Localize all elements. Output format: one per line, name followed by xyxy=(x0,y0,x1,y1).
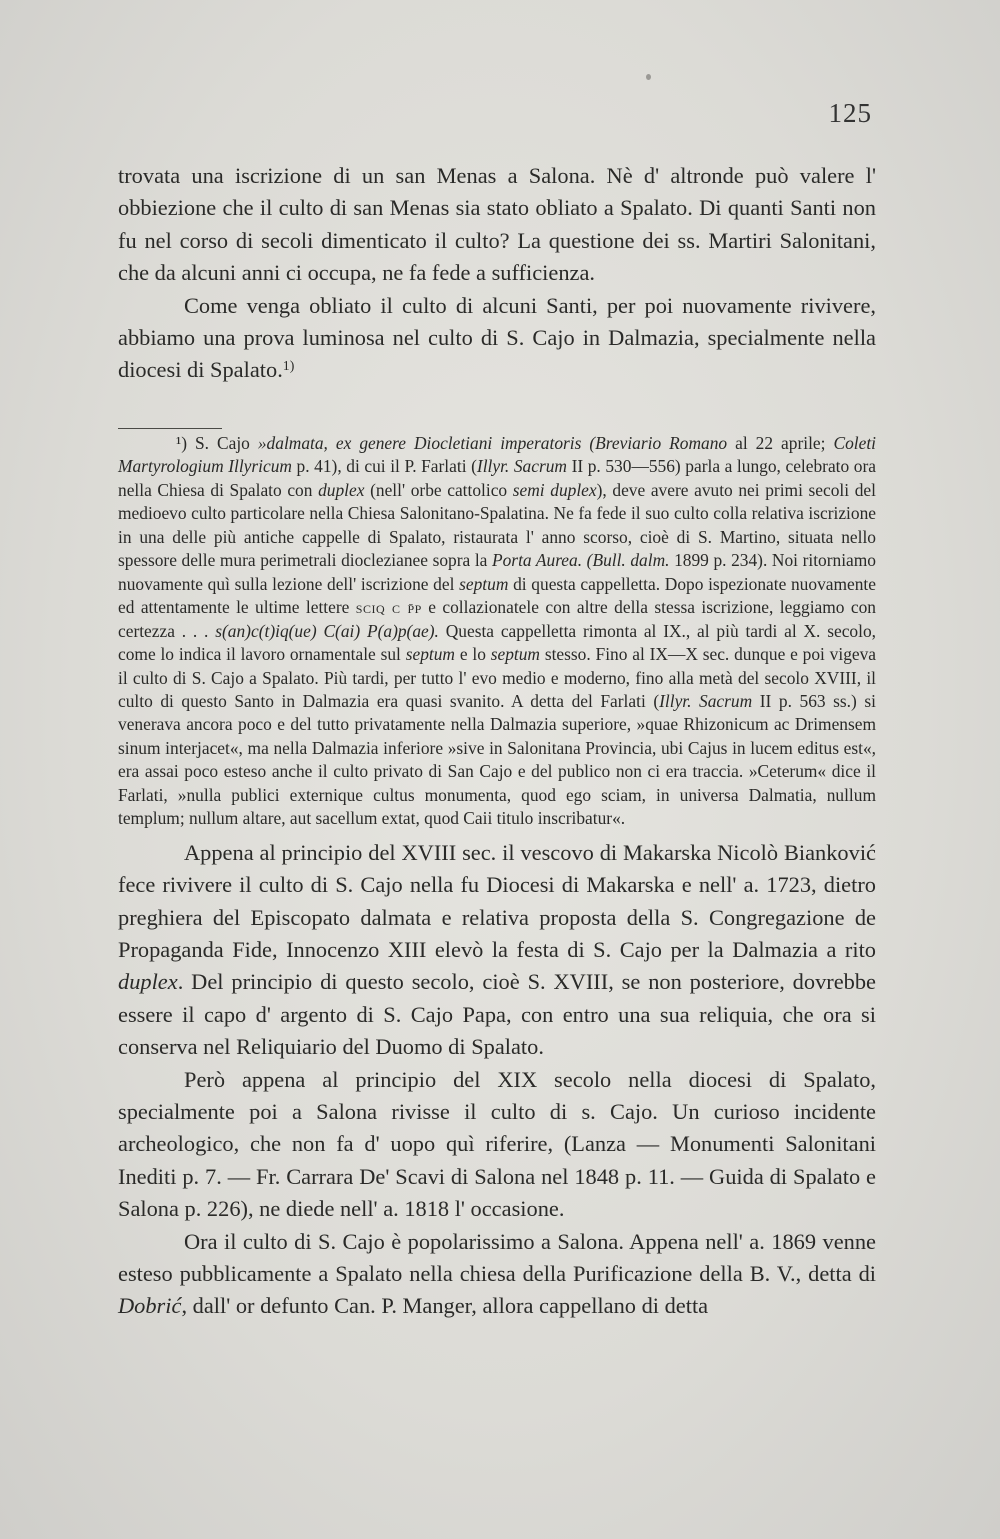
page-number: 125 xyxy=(828,98,872,128)
footnote-1: ¹) S. Cajo »dalmata, ex genere Diocletiani imperatoris (Breviario Romano al 22 aprile; Coleti Martyrologium Illyricum p. 41), di cui il P. Farlati (Illyr. Sacrum II p. 530—556) parla a lungo, celebrato ora nella Chiesa di Spalato con duplex (nell' orbe cattolico semi duplex), deve avere avuto nei primi secoli del medioevo culto particolare nella Chiesa Salonitano-Spalatina. Ne fa fede il suo culto colla relativa iscrizione in una delle più antiche cappelle di Spalato, ristaurata l' anno scorso, cioè di S. Martino, situata nello spessore delle mura perimetrali dioclezianee sopra la Porta Aurea. (Bull. dalm. 1899 p. 234). Noi ritorniamo nuovamente quì sulla lezione dell' iscrizione del septum di questa cappelletta. Dopo ispezionate nuovamente ed attentamente le ultime lettere sciq c p̄p e collazionatele con altre della stessa iscrizione, leggiamo con certezza . . . s(an)c(t)iq(ue) C(ai) P(a)p(ae). Questa cappelletta rimonta al IX., al più tardi al X. secolo, come lo indica il lavoro ornamentale sul septum e lo septum stesso. Fino al IX—X sec. dunque e poi vigeva il culto di S. Cajo a Spalato. Più tardi, per tutto l' evo medio e moderno, fino alla metà del secolo XVIII, il culto di questo Santo in Dalmazia era quasi svanito. A detta del Farlati (Illyr. Sacrum II p. 563 ss.) si venerava ancora poco e del tutto privatamente nella Dalmazia superiore, »quae Rhizonicum ac Drimensem sinum interjacet«, ma nella Dalmazia inferiore »sive in Salonitana Provincia, ubi Cajus in lucem editus est«, era assai poco esteso anche il culto privato di San Cajo e del publico non ci era traccia. »Ceterum« dice il Farlati, »nulla publici externique cultus monumenta, quod ego sciam, in universa Dalmatia, nullum templum; nullum altare, aut sacellum extat, quod Caii titulo inscribatur«. xyxy=(118,433,877,829)
paragraph-5: Ora il culto di S. Cajo è popolarissimo a Salona. Appena nell' a. 1869 venne esteso pubblicamente a Spalato nella chiesa della Purificazione della B. V., detta di Dobrić, dall' or defunto Can. P. Manger, allora cappellano di detta xyxy=(118,1228,876,1319)
paragraph-2 xyxy=(118,290,876,387)
paragraph-4: Però appena al principio del XIX secolo nella diocesi di Spalato, specialmente poi a Salona rivisse il culto di s. Cajo. Un curioso incidente archeologico, che non fa d' uopo quì riferire, (Lanza — Monumenti Salonitani Inediti p. 7. — Fr. Carrara De' Scavi di Salona nel 1848 p. 11. — Guida di Spalato e Salona p. 226), ne diede nell' a. 1818 l' occasione. xyxy=(118,1066,876,1222)
main-text-top xyxy=(118,160,876,387)
footnote-separator xyxy=(118,428,222,429)
paper-speck xyxy=(646,74,651,80)
footnote-reference[interactable]: 1) xyxy=(282,359,295,375)
footnote-block xyxy=(118,432,876,1323)
paragraph-3: Appena al principio del XVIII sec. il vescovo di Makarska Nicolò Bianković fece rivivere il culto di S. Cajo nella fu Diocesi di Makarska e nell' a. 1723, dietro preghiera del Episcopato dalmata e relativa proposta della S. Congregazione de Propaganda Fide, Innocenzo XIII elevò la festa di S. Cajo per la Dalmazia a rito duplex. Del principio di questo secolo, cioè S. XVIII, se non posteriore, dovrebbe essere il capo d' argento di S. Cajo Papa, con entro una sua reliquia, che ora si conserva nel Reliquiario del Duomo di Spalato. xyxy=(118,839,876,1060)
paragraph-1: trovata una iscrizione di un san Menas a Salona. Nè d' altronde può valere l' obbiezione che il culto di san Menas sia stato obliato a Spalato. Di quanti Santi non fu nel corso di secoli dimenticato il culto? La questione dei ss. Martiri Salonitani, che da alcuni anni ci occupa, ne fa fede a sufficienza. xyxy=(118,163,876,286)
paragraph-2-text: Come venga obliato il culto di alcuni Santi, per poi nuovamente rivivere, abbiamo una prova luminosa nel culto di S. Cajo in Dalmazia, specialmente nella diocesi di Spalato. xyxy=(118,292,876,383)
